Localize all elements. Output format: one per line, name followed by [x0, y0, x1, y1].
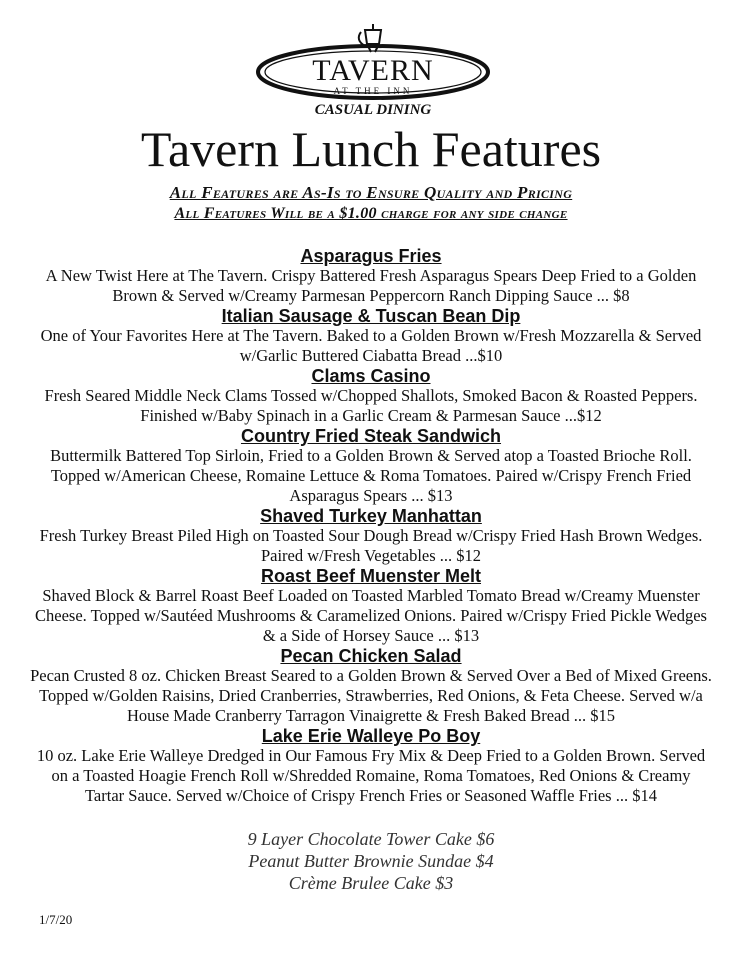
menu-items	[30, 246, 712, 806]
notice-side-charge: All Features Will be a $1.00 charge for any side change	[174, 205, 568, 222]
item-description: Fresh Turkey Breast Piled High on Toasted Sour Dough Bread w/Crispy Fried Hash Brown Wedges. Paired w/Fresh Vegetables ... $12	[39, 526, 703, 565]
logo-brand: TAVERN	[312, 54, 434, 87]
menu-item	[30, 366, 712, 426]
logo-graphic	[253, 22, 493, 122]
item-description: 10 oz. Lake Erie Walleye Dredged in Our Famous Fry Mix & Deep Fried to a Golden Brown. Served on a Toasted Hoagie French Roll w/Shredded Romaine, Roma Tomatoes, Red Onions & Creamy Tartar Sauce. Served w/Choice of Crispy French Fries or Seasoned Waffle Fries ... $14	[36, 746, 706, 805]
item-description: Pecan Crusted 8 oz. Chicken Breast Seared to a Golden Brown & Served Over a Bed of Mixed Greens. Topped w/Golden Raisins, Dried Cranberries, Strawberries, Red Onions, & Feta Cheese. Served w/a House Made Cranberry Tarragon Vinaigrette & Fresh Baked Bread ... $15	[30, 666, 712, 725]
item-description: A New Twist Here at The Tavern. Crispy Battered Fresh Asparagus Spears Deep Fried to a Golden Brown & Served w/Creamy Parmesan Peppercorn Ranch Dipping Sauce ... $8	[45, 266, 697, 305]
tavern-logo	[253, 22, 493, 122]
item-name: Asparagus Fries	[300, 246, 442, 266]
item-description: Shaved Block & Barrel Roast Beef Loaded on Toasted Marbled Tomato Bread w/Creamy Muenster Cheese. Topped w/Sautéed Mushrooms & Caramelized Onions. Paired w/Crispy Fried Pickle Wedges & a Side of Horsey Sauce ... $13	[35, 586, 707, 645]
dessert-item: 9 Layer Chocolate Tower Cake $6	[247, 829, 495, 849]
item-name: Shaved Turkey Manhattan	[260, 506, 482, 526]
dessert-item: Peanut Butter Brownie Sundae $4	[248, 851, 494, 871]
page-title: Tavern Lunch Features	[140, 121, 602, 177]
logo-subtitle: CASUAL DINING	[314, 102, 432, 118]
menu-item	[30, 506, 712, 566]
item-name: Italian Sausage & Tuscan Bean Dip	[221, 306, 521, 326]
item-name: Roast Beef Muenster Melt	[260, 566, 482, 586]
item-name: Pecan Chicken Salad	[280, 646, 462, 666]
menu-date: 1/7/20	[39, 912, 73, 927]
menu-item	[30, 566, 712, 646]
item-description: Fresh Seared Middle Neck Clams Tossed w/Chopped Shallots, Smoked Bacon & Roasted Peppers. Finished w/Baby Spinach in a Garlic Cream & Parmesan Sauce ...$12	[44, 386, 698, 425]
dessert-list	[0, 828, 742, 894]
item-name: Country Fried Steak Sandwich	[240, 426, 502, 446]
item-name: Clams Casino	[311, 366, 431, 386]
dessert-item: Crème Brulee Cake $3	[288, 873, 454, 893]
logo-tagline: AT THE INN	[333, 86, 413, 96]
menu-item	[30, 306, 712, 366]
item-name: Lake Erie Walleye Po Boy	[261, 726, 481, 746]
item-description: Buttermilk Battered Top Sirloin, Fried to a Golden Brown & Served atop a Toasted Brioche Roll. Topped w/American Cheese, Romaine Lettuce & Roma Tomatoes. Paired w/Crispy French Fried Asparagus Spears ... $13	[50, 446, 692, 505]
menu-item	[30, 726, 712, 806]
menu-item	[30, 246, 712, 306]
menu-item	[30, 426, 712, 506]
item-description: One of Your Favorites Here at The Tavern. Baked to a Golden Brown w/Fresh Mozzarella & Served w/Garlic Buttered Ciabatta Bread ...$10	[40, 326, 702, 365]
menu-item	[30, 646, 712, 726]
notice-quality: All Features are As-Is to Ensure Quality and Pricing	[169, 183, 573, 202]
